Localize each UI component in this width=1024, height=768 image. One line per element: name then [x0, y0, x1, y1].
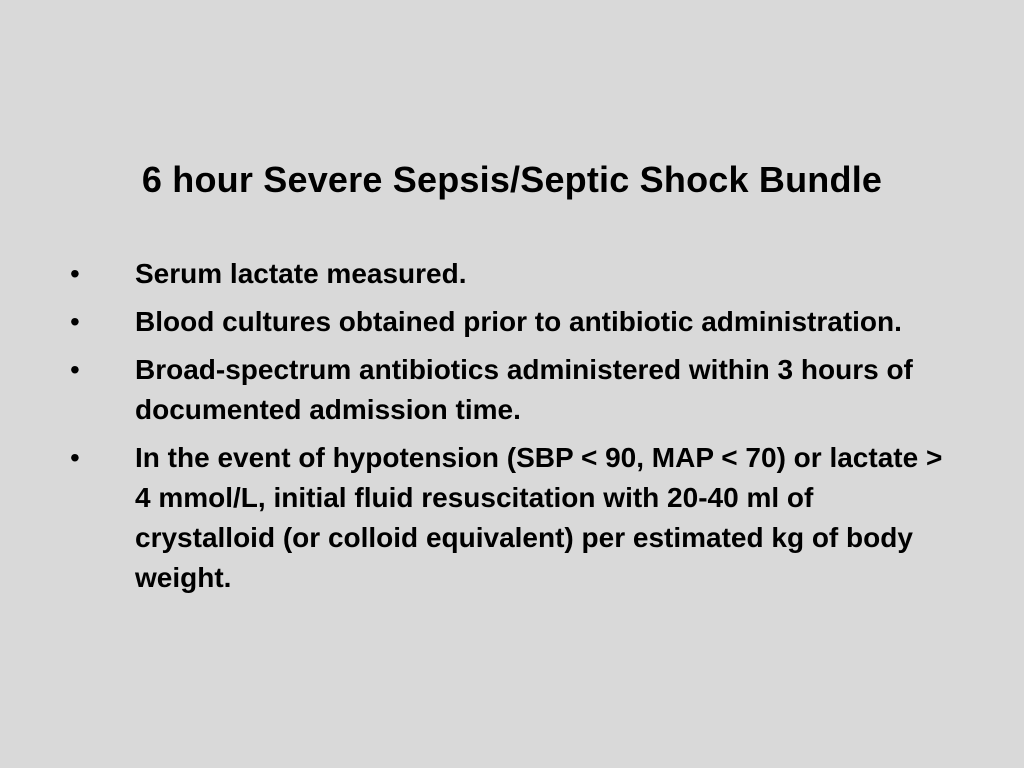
- bullet-list: [70, 254, 950, 606]
- bullet-icon: •: [70, 354, 80, 385]
- bullet-text: In the event of hypotension (SBP < 90, MAP < 70) or lactate > 4 mmol/L, initial fluid resuscitation with 20-40 ml of crystalloid (or colloid equivalent) per estimated kg of body weight.: [135, 442, 943, 593]
- slide-title: 6 hour Severe Sepsis/Septic Shock Bundle: [141, 159, 883, 200]
- bullet-icon: •: [70, 258, 80, 289]
- bullet-text: Broad-spectrum antibiotics administered within 3 hours of documented admission time.: [135, 354, 913, 425]
- bullet-item: [70, 350, 950, 430]
- bullet-icon: •: [70, 442, 80, 473]
- bullet-icon: •: [70, 306, 80, 337]
- bullet-item: [70, 438, 950, 598]
- bullet-item: [70, 302, 950, 342]
- bullet-text: Blood cultures obtained prior to antibiotic administration.: [135, 306, 902, 337]
- bullet-item: [70, 254, 950, 294]
- bullet-text: Serum lactate measured.: [135, 258, 467, 289]
